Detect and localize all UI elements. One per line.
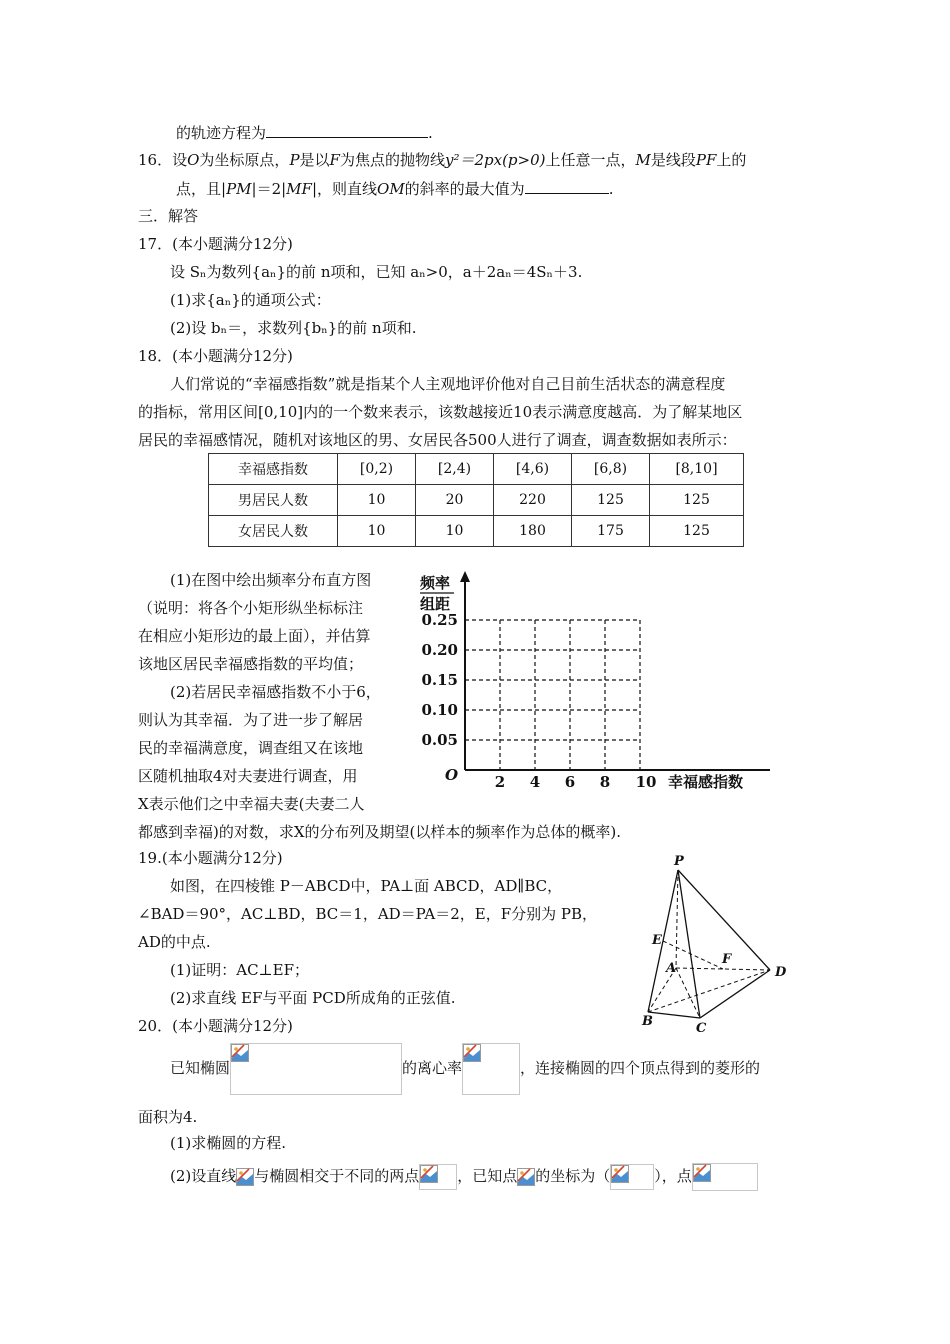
- point-label: F: [722, 952, 732, 967]
- broken-image-icon: [610, 1164, 654, 1190]
- q20-header: 20．(本小题满分12分): [138, 1017, 293, 1035]
- table-cell: 125: [572, 485, 650, 516]
- q18-part1-line: 在相应小矩形边的最上面），并估算: [138, 627, 371, 645]
- q18-part2-line: 民的幸福满意度，调查组又在该地: [138, 739, 364, 757]
- q19-stem: AD的中点.: [138, 933, 211, 951]
- q18-part1-line: 该地区居民幸福感指数的平均值；: [138, 655, 364, 673]
- x-tick-label: 2: [494, 773, 506, 791]
- broken-image-icon: [419, 1164, 457, 1190]
- q18-part1-line: （说明：将各个小矩形纵坐标标注: [138, 599, 364, 617]
- q17-header: 17．(本小题满分12分): [138, 235, 293, 253]
- q17-stem: 设 Sₙ为数列{aₙ}的前 n项和，已知 aₙ>0，a＋2aₙ＝4Sₙ＋3.: [170, 263, 583, 281]
- table-cell: [2,4): [416, 454, 494, 485]
- q19-part2: (2)求直线 EF与平面 PCD所成角的正弦值.: [170, 989, 456, 1007]
- y-axis-label: 频率: [420, 574, 451, 592]
- table-row: [209, 485, 744, 516]
- table-cell: 10: [338, 516, 416, 547]
- q20-line1: 已知椭圆 的离心率 ，连接椭圆的四个顶点得到的菱形的: [170, 1042, 760, 1095]
- table-cell: 男居民人数: [209, 485, 338, 516]
- q19-stem: 如图，在四棱锥 P－ABCD中，PA⊥面 ABCD，AD∥BC，: [170, 877, 563, 895]
- q17-part1: (1)求{aₙ}的通项公式：: [170, 291, 331, 309]
- table-cell: 10: [416, 516, 494, 547]
- table-cell: 125: [650, 485, 744, 516]
- point-label: P: [674, 854, 684, 869]
- table-cell: [0,2): [338, 454, 416, 485]
- q16-line2: 点，且|PM|＝2|MF|，则直线OM的斜率的最大值为 .: [176, 180, 614, 198]
- section-heading: 三．解答: [138, 207, 199, 225]
- y-tick-label: 0.15: [421, 671, 458, 689]
- q18-part1-line: (1)在图中绘出频率分布直方图: [170, 571, 372, 589]
- x-tick-label: 10: [635, 773, 657, 791]
- table-row: [209, 516, 744, 547]
- q18-part2-line: 则认为其幸福．为了进一步了解居: [138, 711, 364, 729]
- table-cell: 175: [572, 516, 650, 547]
- y-tick-label: 0.10: [421, 701, 458, 719]
- q16-line1: 16．设O为坐标原点，P是以F为焦点的抛物线y²＝2px(p>0)上任意一点，M是线段PF上的: [138, 151, 747, 169]
- q18-part2-last: 都感到幸福)的对数，求X的分布列及期望(以样本的频率作为总体的概率).: [138, 823, 622, 841]
- table-cell: 180: [494, 516, 572, 547]
- point-label: C: [696, 1021, 707, 1036]
- q20-part2: (2)设直线 与椭圆相交于不同的两点 ，已知点 的坐标为（ ），点: [170, 1162, 758, 1191]
- point-label: A: [666, 961, 677, 976]
- y-tick-label: 0.05: [421, 731, 458, 749]
- answer-blank: [525, 178, 609, 194]
- point-label: B: [642, 1014, 653, 1029]
- broken-image-icon: [462, 1043, 520, 1095]
- y-axis-label: 组距: [420, 595, 451, 613]
- x-tick-label: 8: [599, 773, 611, 791]
- table-cell: [4,6): [494, 454, 572, 485]
- q18-para-line: 的指标，常用区间[0,10]内的一个数来表示，该数越接近10表示满意度越高．为了解某地区: [138, 403, 743, 421]
- q18-para-line: 人们常说的“幸福感指数”就是指某个人主观地评价他对自己目前生活状态的满意程度: [170, 375, 726, 393]
- table-cell: 10: [338, 485, 416, 516]
- histogram-grid: [410, 565, 780, 795]
- pyramid-figure: [630, 850, 800, 1040]
- table-cell: 220: [494, 485, 572, 516]
- table-cell: 20: [416, 485, 494, 516]
- x-axis-label: 幸福感指数: [668, 773, 744, 791]
- q20-part1: (1)求椭圆的方程.: [170, 1134, 287, 1152]
- survey-table: [208, 453, 744, 547]
- broken-image-icon: [230, 1043, 402, 1095]
- q15-tail: 的轨迹方程为 .: [176, 124, 433, 142]
- table-header-row: [209, 454, 744, 485]
- q17-part2: (2)设 bₙ＝，求数列{bₙ}的前 n项和.: [170, 319, 417, 337]
- table-cell: 幸福感指数: [209, 454, 338, 485]
- q18-part2-line: 区随机抽取4对夫妻进行调查，用: [138, 767, 358, 785]
- q20-line2: 面积为4.: [138, 1108, 198, 1126]
- table-cell: [6,8): [572, 454, 650, 485]
- x-tick-label: 6: [564, 773, 576, 791]
- y-tick-label: 0.20: [421, 641, 458, 659]
- x-tick-label: 4: [529, 773, 541, 791]
- y-tick-label: 0.25: [421, 611, 458, 629]
- q18-part2-line: X表示他们之中幸福夫妻(夫妻二人: [138, 795, 365, 813]
- point-label: E: [652, 933, 662, 948]
- table-cell: 125: [650, 516, 744, 547]
- answer-blank: [266, 122, 428, 138]
- table-cell: [8,10]: [650, 454, 744, 485]
- table-cell: 女居民人数: [209, 516, 338, 547]
- broken-image-icon: [236, 1168, 254, 1186]
- q19-part1: (1)证明：AC⊥EF；: [170, 961, 310, 979]
- point-label: D: [775, 965, 787, 980]
- q18-part2-line: (2)若居民幸福感指数不小于6，: [170, 683, 381, 701]
- q19-stem: ∠BAD＝90°，AC⊥BD，BC＝1，AD＝PA＝2，E，F分别为 PB，: [138, 905, 598, 923]
- q18-header: 18．(本小题满分12分): [138, 347, 293, 365]
- broken-image-icon: [517, 1168, 535, 1186]
- broken-image-icon: [692, 1163, 758, 1191]
- q19-header: 19.(本小题满分12分): [138, 849, 283, 867]
- origin-label: O: [445, 766, 459, 784]
- q18-para-line: 居民的幸福感情况，随机对该地区的男、女居民各500人进行了调查，调查数据如表所示：: [138, 431, 737, 449]
